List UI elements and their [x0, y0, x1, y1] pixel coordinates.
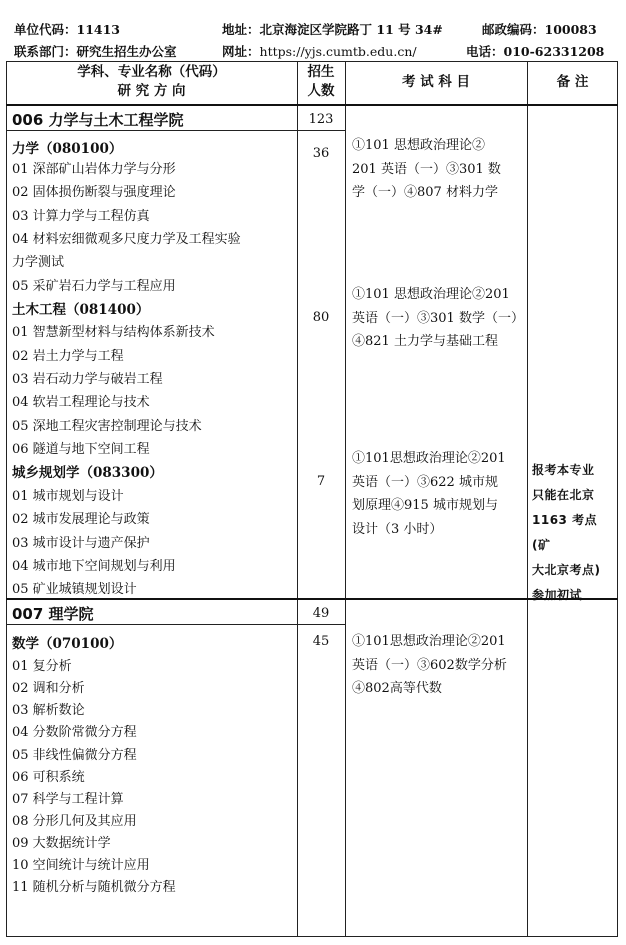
major-name: 数学（070100） — [12, 636, 123, 652]
major-count: 45 — [312, 634, 330, 649]
exam-subjects — [352, 630, 524, 701]
col-header-count-line1: 招生 — [307, 64, 335, 80]
direction-item: 01 深部矿山岩体力学与分形 — [12, 162, 176, 177]
direction-item: 02 城市发展理论与政策 — [12, 512, 150, 527]
address — [222, 20, 443, 38]
major-count: 36 — [312, 146, 330, 161]
header-rule — [6, 104, 618, 106]
postcode — [482, 20, 597, 38]
address-value: 北京海淀区学院路丁 11 号 34# — [259, 22, 443, 37]
exam-line: ④802高等代数 — [352, 681, 442, 696]
direction-item: 02 固体损伤断裂与强度理论 — [12, 185, 176, 200]
college-name: 007 理学院 — [12, 605, 94, 623]
col-header-count — [297, 63, 345, 101]
remark-line: 大北京考点) — [532, 563, 601, 577]
exam-subjects — [352, 447, 524, 541]
college-name: 006 力学与土木工程学院 — [12, 111, 184, 129]
phone-value: 010-62331208 — [503, 44, 605, 59]
direction-item: 05 矿业城镇规划设计 — [12, 582, 137, 597]
unit-code-value: 11413 — [76, 22, 121, 37]
direction-item: 07 科学与工程计算 — [12, 792, 124, 807]
direction-item: 03 解析数论 — [12, 703, 85, 718]
direction-item: 01 复分析 — [12, 659, 72, 674]
direction-item: 04 分数阶常微分方程 — [12, 725, 137, 740]
direction-item: 01 城市规划与设计 — [12, 489, 124, 504]
direction-item: 04 城市地下空间规划与利用 — [12, 559, 176, 574]
exam-line: 英语（一）③622 城市规 — [352, 474, 498, 490]
postcode-label: 邮政编码： — [482, 22, 545, 37]
direction-item: 力学测试 — [12, 255, 65, 270]
remark-line: 参加初试 — [532, 588, 583, 602]
exam-line: 英语（一）③301 数学（一） — [352, 310, 524, 326]
dept-label: 联系部门： — [14, 44, 77, 59]
col-header-note — [527, 73, 618, 92]
college-count: 123 — [308, 112, 334, 127]
website — [222, 42, 417, 60]
phone-label: 电话： — [466, 44, 504, 59]
direction-item: 05 深地工程灾害控制理论与技术 — [12, 419, 202, 434]
exam-subjects — [352, 134, 524, 205]
direction-item: 03 计算力学与工程仿真 — [12, 209, 150, 224]
college-count: 49 — [312, 606, 330, 621]
college-divider — [6, 598, 618, 600]
address-label: 地址： — [222, 22, 260, 37]
exam-line: 设计（3 小时） — [352, 521, 443, 537]
direction-item: 05 非线性偏微分方程 — [12, 748, 137, 763]
exam-line: ①101思想政治理论②201 — [352, 634, 506, 649]
exam-subjects — [352, 283, 524, 354]
exam-line: ④821 土力学与基础工程 — [352, 334, 498, 349]
website-link[interactable]: https://yjs.cumtb.edu.cn/ — [259, 44, 417, 59]
direction-item: 04 材料宏细微观多尺度力学及工程实验 — [12, 232, 241, 247]
major-count: 80 — [312, 310, 330, 325]
postcode-value: 100083 — [544, 22, 597, 37]
remark-line: 报考本专业 — [532, 463, 595, 477]
col-divider-1 — [297, 61, 298, 937]
col-header-count-line2: 人数 — [307, 83, 335, 99]
dept-value: 研究生招生办公室 — [76, 44, 177, 59]
exam-line: ①101 思想政治理论② — [352, 138, 485, 153]
direction-item: 02 调和分析 — [12, 681, 85, 696]
college-007-rule — [6, 624, 345, 625]
direction-item: 10 空间统计与统计应用 — [12, 858, 150, 873]
direction-item: 11 随机分析与随机微分方程 — [12, 880, 176, 895]
major-count: 7 — [316, 474, 326, 489]
col-header-exam — [345, 73, 527, 92]
major-name: 城乡规划学（083300） — [12, 465, 163, 481]
unit-code-label: 单位代码： — [14, 22, 77, 37]
col-header-note-label: 备 注 — [556, 74, 589, 90]
col-header-exam-label: 考 试 科 目 — [401, 74, 471, 90]
direction-item: 02 岩土力学与工程 — [12, 349, 124, 364]
major-name: 土木工程（081400） — [12, 302, 150, 318]
website-label: 网址： — [222, 44, 260, 59]
unit-code — [14, 20, 120, 38]
col-divider-3 — [527, 61, 528, 937]
exam-line: 201 英语（一）③301 数 — [352, 161, 501, 177]
remark-line: 1163 考点(矿 — [532, 513, 598, 552]
direction-item: 04 软岩工程理论与技术 — [12, 395, 150, 410]
exam-line: 英语（一）③602数学分析 — [352, 657, 507, 673]
direction-item: 03 城市设计与遗产保护 — [12, 536, 150, 551]
remark-line: 只能在北京 — [532, 488, 595, 502]
direction-item: 06 隧道与地下空间工程 — [12, 442, 150, 457]
exam-line: 划原理④915 城市规划与 — [352, 498, 498, 513]
college-006-rule — [6, 130, 345, 131]
exam-line: ①101思想政治理论②201 — [352, 451, 506, 466]
contact-dept — [14, 42, 177, 60]
direction-item: 01 智慧新型材料与结构体系新技术 — [12, 325, 215, 340]
exam-line: ①101 思想政治理论②201 — [352, 287, 510, 302]
direction-item: 06 可积系统 — [12, 770, 85, 785]
exam-line: 学（一）④807 材料力学 — [352, 185, 498, 200]
remark — [532, 458, 614, 608]
direction-item: 03 岩石动力学与破岩工程 — [12, 372, 163, 387]
phone — [466, 42, 604, 60]
col-header-major-line1: 学科、专业名称（代码） — [77, 64, 226, 80]
direction-item: 05 采矿岩石力学与工程应用 — [12, 279, 176, 294]
col-header-major — [6, 63, 297, 101]
col-divider-2 — [345, 61, 346, 937]
direction-item: 08 分形几何及其应用 — [12, 814, 137, 829]
direction-item: 09 大数据统计学 — [12, 836, 111, 851]
col-header-major-line2: 研 究 方 向 — [117, 83, 186, 99]
major-name: 力学（080100） — [12, 141, 123, 157]
